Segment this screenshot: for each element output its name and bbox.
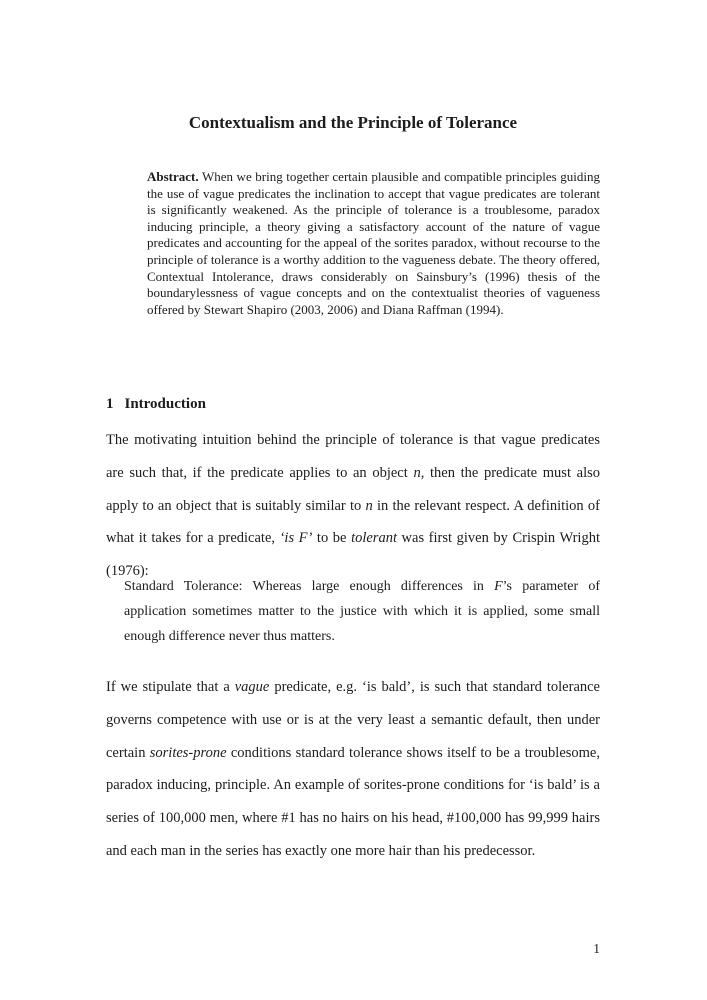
- abstract-text: When we bring together certain plausible and compatible principles guiding the use of vague predicates the inclination to accept that vague predicates are tolerant is significantly weakened. As the principle of tolerance is a troublesome, paradox inducing principle, a theory giving a satisfactory account of the nature of vague predicates and accounting for the appeal of the sorites paradox, without recourse to the principle of tolerance is a worthy addition to the vagueness debate. The theory offered, Contextual Intolerance, draws considerably on Sainsbury’s (1996) thesis of the boundarylessness of vague concepts and on the contextualist theories of vagueness offered by Stewart Shapiro (2003, 2006) and Diana Raffman (1994).: [147, 169, 600, 317]
- text-run: The motivating intuition behind the principle of tolerance is that vague predicates are such that, if the predicate applies to an object: [106, 432, 600, 481]
- abstract-label: Abstract.: [147, 169, 199, 184]
- section-number: 1: [106, 396, 114, 412]
- text-run-italic: sorites-prone: [149, 744, 227, 761]
- block-quote-standard-tolerance: [124, 574, 600, 649]
- text-run: Standard Tolerance: Whereas large enough differences in: [124, 579, 495, 594]
- text-run: predicate, e.g. ‘is bald’, is such that standard tolerance governs competence with use or is at the very least a semantic default, then under certain: [106, 679, 600, 761]
- intro-paragraph-1: [106, 424, 600, 588]
- paper-title: Contextualism and the Principle of Tolerance: [188, 113, 518, 132]
- abstract: [147, 169, 600, 318]
- text-run-italic: ‘is F’: [279, 530, 313, 547]
- text-run: If we stipulate that a: [106, 679, 235, 695]
- text-run: ’s parameter of application sometimes matter to the justice with which it is applied, some small enough difference never thus matters.: [124, 579, 600, 644]
- text-run: was first given by Crispin Wright (1976):: [106, 530, 600, 580]
- intro-paragraph-2: [106, 671, 600, 868]
- text-run: to be: [312, 530, 352, 547]
- text-run-italic: n: [413, 464, 421, 481]
- text-run: , then the predicate must also apply to an object that is suitably similar to: [106, 464, 600, 514]
- text-run-italic: vague: [234, 679, 270, 695]
- text-run: conditions standard tolerance shows itself to be a troublesome, paradox inducing, principle. An example of sorites-prone conditions for ‘is bald’ is a series of 100,000 men, where #1 has no hairs on his head, #100,000 has 99,999 hairs and each man in the series has exactly one more hair than his predecessor.: [106, 744, 600, 859]
- text-run-italic: F: [494, 579, 503, 594]
- text-run: in the relevant respect. A definition of what it takes for a predicate,: [106, 497, 600, 547]
- page-number: 1: [593, 941, 600, 956]
- text-run-italic: n: [365, 497, 373, 514]
- section-title: Introduction: [124, 396, 206, 412]
- text-run-italic: tolerant: [351, 530, 397, 547]
- section-heading-introduction: [106, 395, 206, 413]
